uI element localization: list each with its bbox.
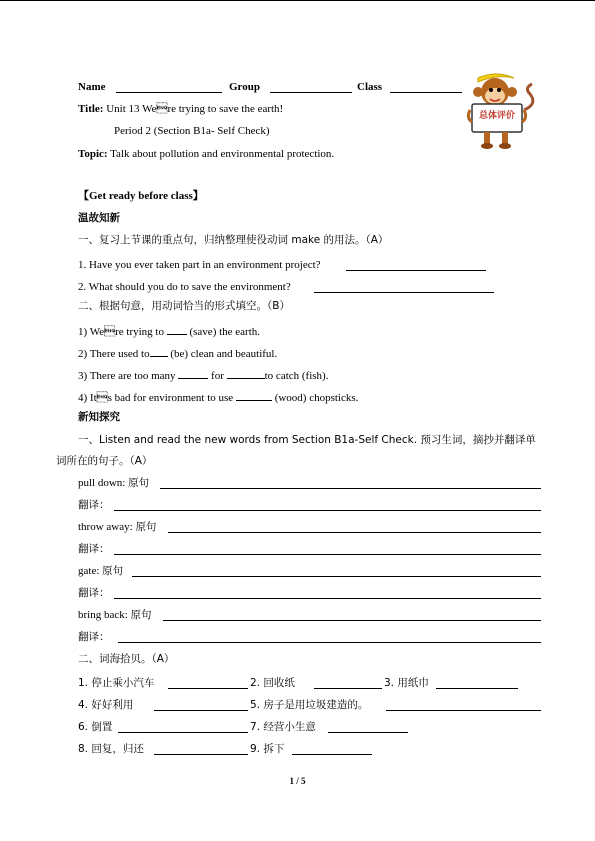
vocab-8: 8. 回复，归还 (78, 743, 144, 755)
phrase-row-2 (78, 520, 156, 534)
vocab-blank-4[interactable] (154, 710, 248, 711)
evaluation-badge (466, 70, 538, 152)
vocab-7: 7. 经营小生意 (250, 721, 316, 733)
phrase-row-1 (78, 476, 149, 490)
phrase-orig-label-4: 原句 (130, 609, 152, 621)
q2-item-3-text-b: to catch (fish). (264, 370, 329, 382)
phrase-orig-label-3: 原句 (102, 565, 124, 577)
title-text: Unit 13 Were trying to save the earth! (106, 103, 284, 115)
vocab-blank-1[interactable] (168, 688, 248, 689)
phrase-trans-label-3: 翻译： (78, 587, 110, 599)
phrase-trans-blank-1[interactable] (114, 510, 541, 511)
title-line (78, 102, 283, 116)
review-heading: 温故知新 (78, 212, 120, 224)
vocab-4: 4. 好好利用 (78, 699, 134, 711)
q1-item-2: 2. What should you do to save the environment? (78, 281, 291, 293)
vocab-blank-7[interactable] (328, 732, 408, 733)
q2-item-2-text-a: 2) There used to (78, 348, 150, 360)
name-label: Name (78, 81, 106, 93)
badge-label: 总体评价 (478, 111, 515, 121)
q2-item-3-text-a: 3) There are too many (78, 370, 179, 382)
q1-answer-1[interactable] (346, 270, 486, 271)
phrase-trans-label-4: 翻译： (78, 631, 110, 643)
phrase-word-3: gate: (78, 565, 100, 577)
q2-item-2-text-b: (be) clean and beautiful. (167, 348, 278, 360)
vocab-5: 5. 房子是用垃圾建造的。 (250, 699, 369, 711)
group-label: Group (229, 81, 260, 93)
vocab-blank-9[interactable] (292, 754, 372, 755)
vocab-9: 9. 拆下 (250, 743, 285, 755)
section-heading: 【Get ready before class】 (78, 190, 204, 202)
vocab-blank-5[interactable] (386, 710, 541, 711)
q1-item-1: 1. Have you ever taken part in an environment project? (78, 259, 321, 271)
q3-instruction-line2: 词所在的句子。（A） (56, 455, 153, 467)
vocab-blank-2[interactable] (314, 688, 382, 689)
vocab-6: 6. 倒置 (78, 721, 113, 733)
q2-item-1-text-b: (save) the earth. (186, 326, 261, 338)
phrase-orig-label-2: 原句 (135, 521, 157, 533)
vocab-blank-3[interactable] (436, 688, 518, 689)
phrase-trans-label-1: 翻译： (78, 499, 110, 511)
q2-item-4 (78, 389, 358, 405)
new-knowledge-heading: 新知探究 (78, 411, 120, 423)
phrase-orig-blank-1[interactable] (160, 488, 541, 489)
vocab-blank-6[interactable] (118, 732, 248, 733)
q4-instruction: 二、词海拾贝。（A） (78, 653, 175, 665)
vocab-2: 2. 回收纸 (250, 677, 295, 689)
q2-blank-4[interactable] (236, 389, 272, 401)
q2-blank-3a[interactable] (178, 367, 208, 379)
phrase-trans-blank-3[interactable] (114, 598, 541, 599)
phrase-word-1: pull down: (78, 477, 126, 489)
page-number: 1 / 5 (289, 776, 306, 786)
phrase-orig-blank-2[interactable] (168, 532, 541, 533)
q2-blank-3b[interactable] (227, 367, 265, 379)
q2-instruction: 二、根据句意，用动词恰当的形式填空。（B） (78, 300, 290, 312)
vocab-1: 1. 停止乘小汽车 (78, 677, 155, 689)
q1-instruction: 一、复习上节课的重点句，归纳整理使役动词 make 的用法。（A） (78, 234, 389, 246)
q2-item-3 (78, 367, 328, 383)
vocab-blank-8[interactable] (154, 754, 248, 755)
class-label: Class (357, 81, 383, 93)
phrase-orig-blank-4[interactable] (163, 620, 541, 621)
class-blank[interactable] (390, 92, 462, 93)
q2-blank-1[interactable] (167, 323, 187, 335)
topic-label: Topic: (78, 148, 108, 160)
q2-item-4-text-b: (wood) chopsticks. (271, 392, 359, 404)
phrase-trans-blank-2[interactable] (114, 554, 541, 555)
phrase-orig-blank-3[interactable] (132, 576, 541, 577)
phrase-orig-label-1: 原句 (128, 477, 150, 489)
q2-item-3-text-mid: for (208, 370, 227, 382)
q3-instruction-line1: 一、Listen and read the new words from Section B1a-Self Check. 预习生词，摘抄并翻译单 (78, 434, 536, 446)
group-blank[interactable] (270, 92, 352, 93)
topic-line (78, 147, 334, 161)
phrase-row-3 (78, 564, 123, 578)
vocab-3: 3. 用纸巾 (384, 677, 429, 689)
name-blank[interactable] (116, 92, 222, 93)
title-label: Title: (78, 103, 104, 115)
period-text: Period 2 (Section B1a- Self Check) (114, 125, 270, 137)
q1-answer-2[interactable] (314, 292, 494, 293)
phrase-trans-label-2: 翻译： (78, 543, 110, 555)
q2-item-2 (78, 345, 277, 361)
q2-item-1 (78, 323, 260, 339)
q2-blank-2[interactable] (150, 345, 168, 357)
phrase-word-2: throw away: (78, 521, 133, 533)
top-border (0, 0, 595, 1)
phrase-trans-blank-4[interactable] (118, 642, 541, 643)
q2-item-1-text-a: 1) Were trying to (78, 326, 167, 338)
phrase-word-4: bring back: (78, 609, 128, 621)
q2-item-4-text-a: 4) Its bad for environment to use (78, 392, 236, 404)
phrase-row-4 (78, 608, 152, 622)
topic-text: Talk about pollution and environmental protection. (110, 148, 335, 160)
